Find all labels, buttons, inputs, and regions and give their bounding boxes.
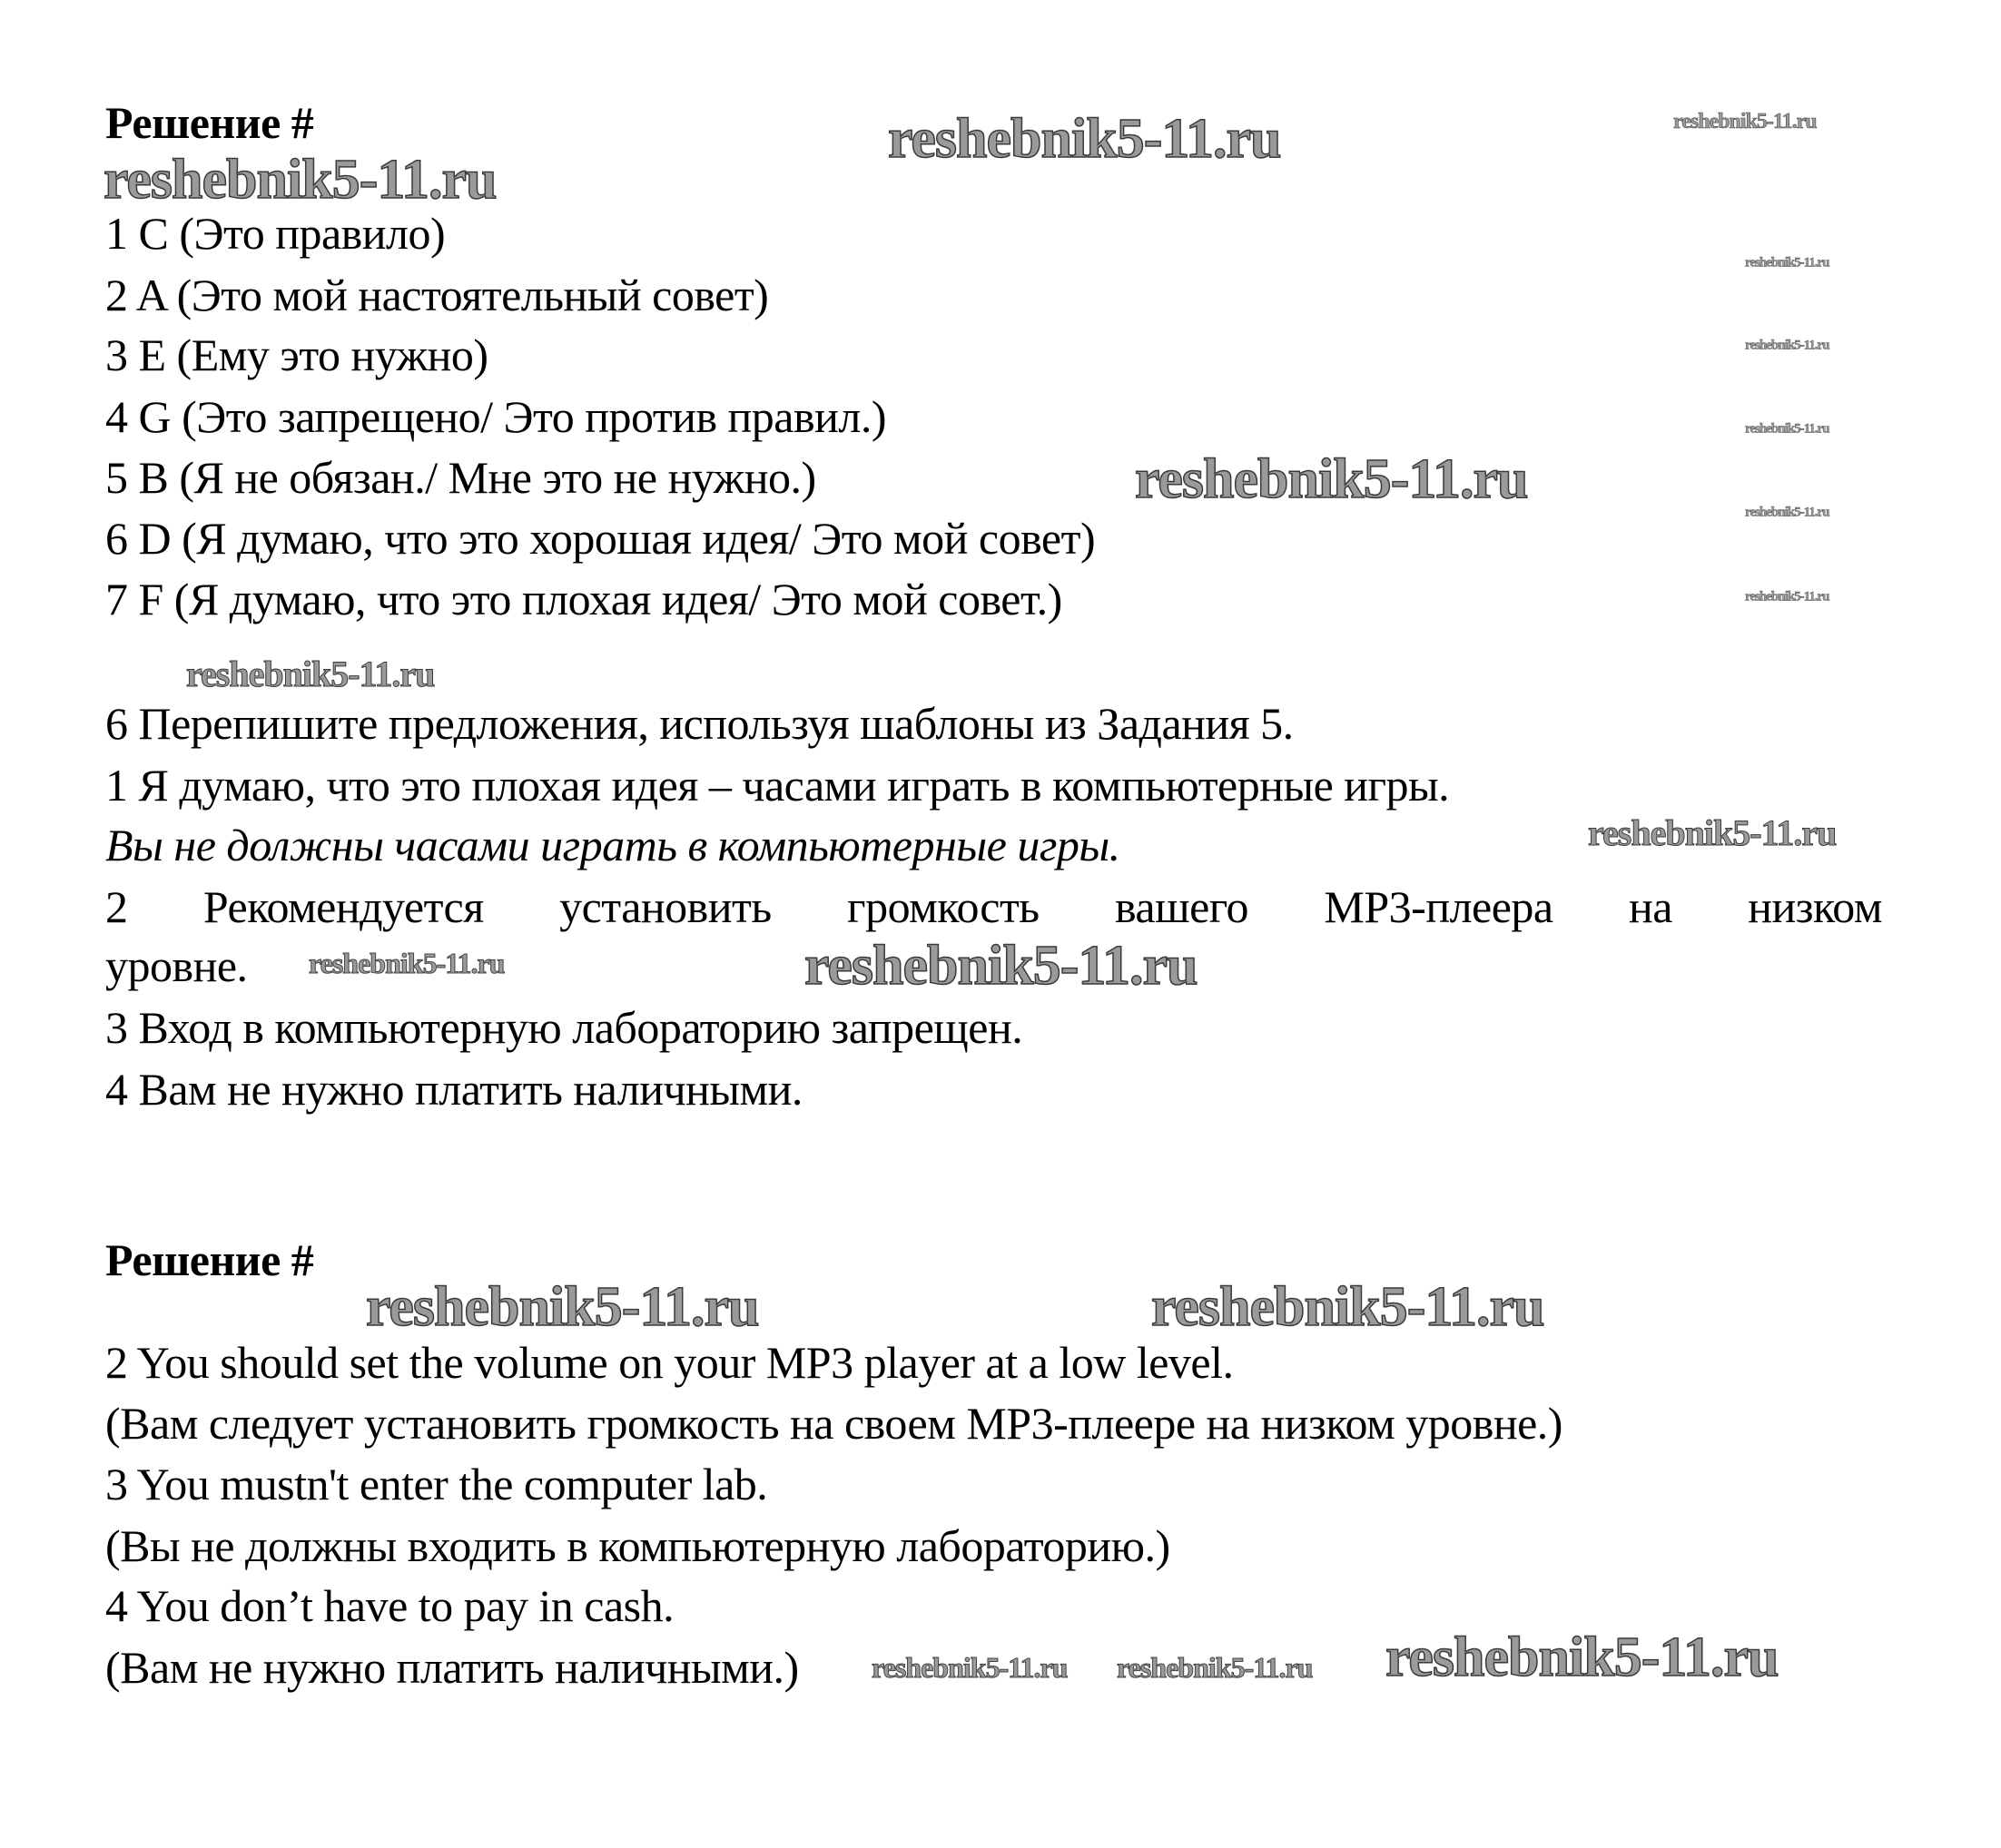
task-line: 1 Я думаю, что это плохая идея – часами играть в компьютерные игры. [105,760,1450,811]
answer-line: 2 You should set the volume on your MP3 player at a low level. [105,1337,1234,1388]
watermark: reshebnik5-11.ru [1745,338,1829,353]
watermark: reshebnik5-11.ru [1745,255,1829,270]
answer-line: 6 D (Я думаю, что это хорошая идея/ Это мой совет) [105,513,1096,564]
watermark: reshebnik5-11.ru [804,935,1198,997]
section-heading: Решение # [105,97,314,148]
translation-line: (Вам следует установить громкость на своем MP3-плеере на низком уровне.) [105,1398,1562,1449]
answer-line: 7 F (Я думаю, что это плохая идея/ Это мой совет.) [105,574,1062,624]
task-line: 4 Вам не нужно платить наличными. [105,1064,803,1115]
watermark: reshebnik5-11.ru [1117,1651,1313,1684]
watermark: reshebnik5-11.ru [1135,448,1528,510]
answer-line: 4 G (Это запрещено/ Это против правил.) [105,391,886,442]
task-title: 6 Перепишите предложения, используя шаблоны из Задания 5. [105,698,1294,749]
translation-line: (Вам не нужно платить наличными.) [105,1642,799,1693]
watermark: reshebnik5-11.ru [1745,421,1829,437]
watermark: reshebnik5-11.ru [1588,812,1837,853]
watermark: reshebnik5-11.ru [1385,1627,1779,1688]
watermark: reshebnik5-11.ru [1745,505,1829,520]
answer-line: 3 You mustn't enter the computer lab. [105,1459,768,1509]
task-answer: Вы не должны часами играть в компьютерные игры. [105,820,1120,870]
section-heading: Решение # [105,1234,314,1285]
watermark: reshebnik5-11.ru [186,654,435,694]
watermark: reshebnik5-11.ru [888,108,1281,170]
watermark: reshebnik5-11.ru [1745,589,1829,605]
task-line: 3 Вход в компьютерную лабораторию запрещен. [105,1002,1023,1053]
watermark: reshebnik5-11.ru [366,1276,759,1338]
answer-line: 1 C (Это правило) [105,208,446,259]
task-line-continued: уровне. [105,940,248,991]
watermark: reshebnik5-11.ru [1151,1276,1544,1338]
answer-line: 3 E (Ему это нужно) [105,329,488,380]
answer-line: 4 You don’t have to pay in cash. [105,1580,675,1631]
watermark: reshebnik5-11.ru [309,947,505,979]
translation-line: (Вы не должны входить в компьютерную лабораторию.) [105,1520,1170,1571]
task-line: 2 Рекомендуется установить громкость вашего МР3-плеера на низком [105,881,1882,932]
watermark: reshebnik5-11.ru [104,149,497,211]
watermark: reshebnik5-11.ru [1673,110,1817,133]
answer-line: 5 B (Я не обязан./ Мне это не нужно.) [105,452,816,503]
answer-line: 2 A (Это мой настоятельный совет) [105,270,769,320]
watermark: reshebnik5-11.ru [872,1651,1068,1684]
